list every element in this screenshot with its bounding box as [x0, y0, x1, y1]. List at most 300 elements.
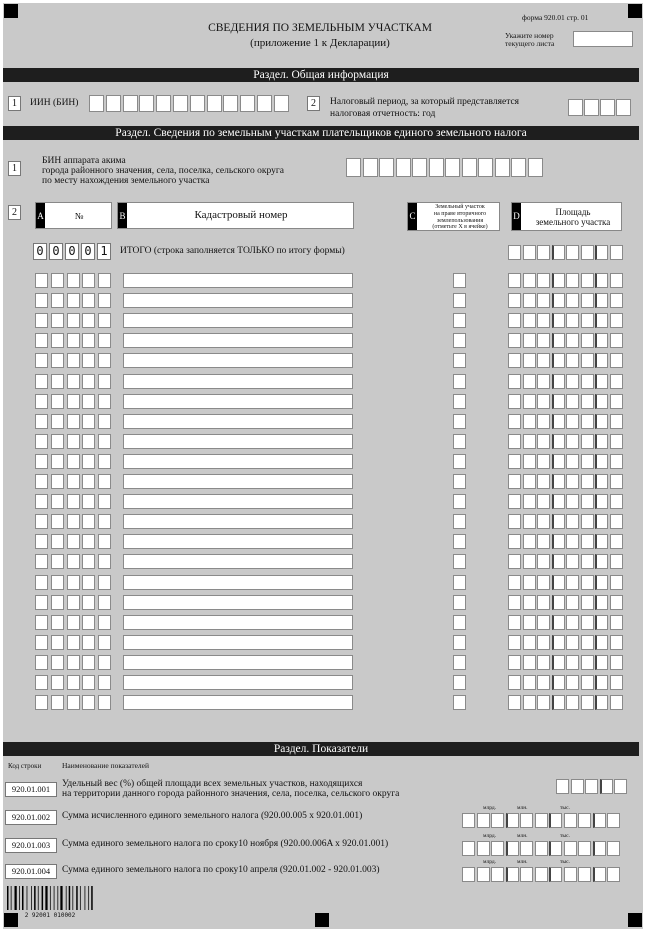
area-digit-cell[interactable]: [581, 675, 594, 690]
area-digit-cell[interactable]: [610, 414, 623, 429]
row-number-digit-cell[interactable]: [98, 595, 111, 610]
area-digit-cell[interactable]: [595, 534, 608, 549]
area-digit-cell[interactable]: [610, 313, 623, 328]
area-digit-cell[interactable]: [537, 333, 550, 348]
cadastral-number-field[interactable]: [123, 554, 353, 569]
iin-bin-digit-cell[interactable]: [257, 95, 272, 112]
area-digit-cell[interactable]: [508, 353, 521, 368]
iin-bin-digit-cell[interactable]: [240, 95, 255, 112]
area-digit-cell[interactable]: [508, 293, 521, 308]
area-digit-cell[interactable]: [552, 333, 565, 348]
cadastral-number-field[interactable]: [123, 394, 353, 409]
row-number-digit-cell[interactable]: [51, 635, 64, 650]
area-digit-cell[interactable]: [552, 454, 565, 469]
tax-year-digit-cell[interactable]: [568, 99, 583, 116]
area-digit-cell[interactable]: [523, 695, 536, 710]
iin-bin-digit-cell[interactable]: [106, 95, 121, 112]
tax-year-digit-cell[interactable]: [584, 99, 599, 116]
area-digit-cell[interactable]: [508, 575, 521, 590]
row-number-digit-cell[interactable]: [98, 635, 111, 650]
iin-bin-digit-cell[interactable]: [274, 95, 289, 112]
area-digit-cell[interactable]: [566, 313, 579, 328]
area-digit-cell[interactable]: [566, 353, 579, 368]
row-number-digit-cell[interactable]: [35, 434, 48, 449]
secondary-use-checkbox[interactable]: [453, 554, 466, 569]
secondary-use-checkbox[interactable]: [453, 615, 466, 630]
area-digit-cell[interactable]: [523, 434, 536, 449]
row-number-digit-cell[interactable]: [51, 514, 64, 529]
row-number-digit-cell[interactable]: [35, 273, 48, 288]
indicator-amount-cell[interactable]: [520, 841, 533, 856]
area-digit-cell[interactable]: [610, 655, 623, 670]
row-number-digit-cell[interactable]: [67, 554, 80, 569]
area-digit-cell[interactable]: [581, 635, 594, 650]
indicator-amount-cell[interactable]: [491, 841, 504, 856]
area-digit-cell[interactable]: [581, 615, 594, 630]
row-number-digit-cell[interactable]: [35, 675, 48, 690]
row-number-digit-cell[interactable]: [67, 474, 80, 489]
area-digit-cell[interactable]: [595, 514, 608, 529]
indicator-percent-cell[interactable]: [571, 779, 584, 794]
indicator-amount-cell[interactable]: [578, 867, 591, 882]
row-number-digit-cell[interactable]: [35, 353, 48, 368]
cadastral-number-field[interactable]: [123, 695, 353, 710]
area-digit-cell[interactable]: [566, 675, 579, 690]
area-digit-cell[interactable]: [581, 414, 594, 429]
row-number-digit-cell[interactable]: [98, 695, 111, 710]
indicator-amount-cell[interactable]: [535, 813, 548, 828]
area-digit-cell[interactable]: [523, 414, 536, 429]
area-digit-cell[interactable]: [581, 595, 594, 610]
row-number-digit-cell[interactable]: [98, 615, 111, 630]
row-number-digit-cell[interactable]: [51, 394, 64, 409]
area-digit-cell[interactable]: [595, 414, 608, 429]
area-digit-cell[interactable]: [508, 394, 521, 409]
row-number-digit-cell[interactable]: [35, 394, 48, 409]
area-digit-cell[interactable]: [566, 474, 579, 489]
row-number-digit-cell[interactable]: [51, 655, 64, 670]
row-number-digit-cell[interactable]: [67, 615, 80, 630]
area-digit-cell[interactable]: [566, 534, 579, 549]
cadastral-number-field[interactable]: [123, 474, 353, 489]
area-digit-cell[interactable]: [537, 394, 550, 409]
area-digit-cell[interactable]: [610, 595, 623, 610]
area-digit-cell[interactable]: [610, 474, 623, 489]
secondary-use-checkbox[interactable]: [453, 494, 466, 509]
area-digit-cell[interactable]: [537, 635, 550, 650]
row-number-digit-cell[interactable]: [67, 414, 80, 429]
area-digit-cell[interactable]: [537, 655, 550, 670]
area-digit-cell[interactable]: [566, 695, 579, 710]
row-number-digit-cell[interactable]: [82, 695, 95, 710]
secondary-use-checkbox[interactable]: [453, 474, 466, 489]
area-digit-cell[interactable]: [581, 434, 594, 449]
indicator-percent-cell[interactable]: [556, 779, 569, 794]
area-digit-cell[interactable]: [610, 494, 623, 509]
area-digit-cell[interactable]: [552, 514, 565, 529]
area-digit-cell[interactable]: [552, 575, 565, 590]
area-digit-cell[interactable]: [523, 374, 536, 389]
area-digit-cell[interactable]: [566, 595, 579, 610]
area-digit-cell[interactable]: [508, 374, 521, 389]
cadastral-number-field[interactable]: [123, 595, 353, 610]
indicator-amount-cell[interactable]: [549, 813, 562, 828]
row-number-digit-cell[interactable]: [35, 615, 48, 630]
cadastral-number-field[interactable]: [123, 374, 353, 389]
area-digit-cell[interactable]: [552, 595, 565, 610]
row-number-digit-cell[interactable]: [67, 494, 80, 509]
row-number-digit-cell[interactable]: [82, 575, 95, 590]
row-number-digit-cell[interactable]: [82, 635, 95, 650]
row-number-digit-cell[interactable]: [67, 313, 80, 328]
row-number-digit-cell[interactable]: [51, 333, 64, 348]
indicator-amount-cell[interactable]: [535, 841, 548, 856]
area-digit-cell[interactable]: [523, 474, 536, 489]
row-number-digit-cell[interactable]: [67, 454, 80, 469]
area-digit-cell[interactable]: [566, 635, 579, 650]
row-number-digit-cell[interactable]: [67, 595, 80, 610]
row-number-digit-cell[interactable]: [51, 353, 64, 368]
area-digit-cell[interactable]: [610, 374, 623, 389]
area-digit-cell[interactable]: [581, 313, 594, 328]
area-digit-cell[interactable]: [523, 554, 536, 569]
row-number-digit-cell[interactable]: [82, 494, 95, 509]
area-digit-cell[interactable]: [566, 394, 579, 409]
akim-bin-digit-cell[interactable]: [346, 158, 361, 177]
area-digit-cell[interactable]: [552, 434, 565, 449]
area-digit-cell[interactable]: [508, 514, 521, 529]
row-number-digit-cell[interactable]: [35, 494, 48, 509]
row-number-digit-cell[interactable]: [35, 655, 48, 670]
area-digit-cell[interactable]: [581, 575, 594, 590]
area-digit-cell[interactable]: [523, 353, 536, 368]
area-digit-cell[interactable]: [508, 454, 521, 469]
area-digit-cell[interactable]: [552, 534, 565, 549]
area-digit-cell[interactable]: [595, 333, 608, 348]
area-digit-cell[interactable]: [581, 454, 594, 469]
secondary-use-checkbox[interactable]: [453, 675, 466, 690]
area-digit-cell[interactable]: [595, 635, 608, 650]
indicator-amount-cell[interactable]: [593, 813, 606, 828]
row-number-digit-cell[interactable]: [82, 655, 95, 670]
secondary-use-checkbox[interactable]: [453, 534, 466, 549]
area-digit-cell[interactable]: [523, 595, 536, 610]
secondary-use-checkbox[interactable]: [453, 434, 466, 449]
total-area-digit-cell[interactable]: [610, 245, 623, 260]
row-number-digit-cell[interactable]: [35, 635, 48, 650]
sheet-number-field[interactable]: [573, 31, 633, 47]
area-digit-cell[interactable]: [581, 655, 594, 670]
row-number-digit-cell[interactable]: [51, 675, 64, 690]
area-digit-cell[interactable]: [537, 434, 550, 449]
indicator-amount-cell[interactable]: [477, 867, 490, 882]
row-number-digit-cell[interactable]: [98, 313, 111, 328]
row-number-digit-cell[interactable]: [82, 374, 95, 389]
akim-bin-digit-cell[interactable]: [478, 158, 493, 177]
row-number-digit-cell[interactable]: [35, 554, 48, 569]
row-number-digit-cell[interactable]: [82, 313, 95, 328]
iin-bin-digit-cell[interactable]: [207, 95, 222, 112]
cadastral-number-field[interactable]: [123, 675, 353, 690]
area-digit-cell[interactable]: [552, 313, 565, 328]
area-digit-cell[interactable]: [508, 635, 521, 650]
area-digit-cell[interactable]: [581, 514, 594, 529]
row-number-digit-cell[interactable]: [67, 394, 80, 409]
area-digit-cell[interactable]: [552, 474, 565, 489]
area-digit-cell[interactable]: [581, 353, 594, 368]
area-digit-cell[interactable]: [508, 333, 521, 348]
area-digit-cell[interactable]: [566, 273, 579, 288]
area-digit-cell[interactable]: [581, 293, 594, 308]
area-digit-cell[interactable]: [508, 554, 521, 569]
area-digit-cell[interactable]: [537, 353, 550, 368]
akim-bin-digit-cell[interactable]: [429, 158, 444, 177]
indicator-amount-cell[interactable]: [564, 867, 577, 882]
area-digit-cell[interactable]: [581, 474, 594, 489]
indicator-amount-cell[interactable]: [520, 813, 533, 828]
area-digit-cell[interactable]: [581, 273, 594, 288]
row-number-digit-cell[interactable]: [98, 575, 111, 590]
area-digit-cell[interactable]: [610, 273, 623, 288]
area-digit-cell[interactable]: [537, 454, 550, 469]
area-digit-cell[interactable]: [610, 514, 623, 529]
indicator-amount-cell[interactable]: [491, 813, 504, 828]
area-digit-cell[interactable]: [523, 394, 536, 409]
akim-bin-digit-cell[interactable]: [462, 158, 477, 177]
area-digit-cell[interactable]: [610, 615, 623, 630]
cadastral-number-field[interactable]: [123, 293, 353, 308]
tax-year-digit-cell[interactable]: [616, 99, 631, 116]
area-digit-cell[interactable]: [595, 313, 608, 328]
area-digit-cell[interactable]: [610, 695, 623, 710]
row-number-digit-cell[interactable]: [82, 474, 95, 489]
area-digit-cell[interactable]: [610, 534, 623, 549]
row-number-digit-cell[interactable]: [98, 454, 111, 469]
area-digit-cell[interactable]: [595, 474, 608, 489]
indicator-amount-cell[interactable]: [607, 813, 620, 828]
indicator-amount-cell[interactable]: [607, 841, 620, 856]
secondary-use-checkbox[interactable]: [453, 414, 466, 429]
row-number-digit-cell[interactable]: [51, 494, 64, 509]
row-number-digit-cell[interactable]: [35, 454, 48, 469]
row-number-digit-cell[interactable]: [35, 474, 48, 489]
row-number-digit-cell[interactable]: [82, 353, 95, 368]
indicator-amount-cell[interactable]: [535, 867, 548, 882]
row-number-digit-cell[interactable]: [35, 695, 48, 710]
row-number-digit-cell[interactable]: [82, 454, 95, 469]
cadastral-number-field[interactable]: [123, 514, 353, 529]
secondary-use-checkbox[interactable]: [453, 514, 466, 529]
area-digit-cell[interactable]: [595, 293, 608, 308]
area-digit-cell[interactable]: [595, 695, 608, 710]
row-number-digit-cell[interactable]: [51, 313, 64, 328]
area-digit-cell[interactable]: [508, 534, 521, 549]
row-number-digit-cell[interactable]: [67, 293, 80, 308]
area-digit-cell[interactable]: [595, 595, 608, 610]
area-digit-cell[interactable]: [552, 615, 565, 630]
area-digit-cell[interactable]: [581, 394, 594, 409]
row-number-digit-cell[interactable]: [35, 595, 48, 610]
area-digit-cell[interactable]: [610, 575, 623, 590]
area-digit-cell[interactable]: [581, 695, 594, 710]
area-digit-cell[interactable]: [552, 374, 565, 389]
area-digit-cell[interactable]: [537, 474, 550, 489]
area-digit-cell[interactable]: [595, 615, 608, 630]
iin-bin-digit-cell[interactable]: [139, 95, 154, 112]
area-digit-cell[interactable]: [610, 293, 623, 308]
area-digit-cell[interactable]: [508, 434, 521, 449]
cadastral-number-field[interactable]: [123, 313, 353, 328]
area-digit-cell[interactable]: [610, 394, 623, 409]
secondary-use-checkbox[interactable]: [453, 655, 466, 670]
row-number-digit-cell[interactable]: [67, 655, 80, 670]
indicator-amount-cell[interactable]: [506, 867, 519, 882]
akim-bin-digit-cell[interactable]: [412, 158, 427, 177]
row-number-digit-cell[interactable]: [82, 514, 95, 529]
akim-bin-digit-cell[interactable]: [495, 158, 510, 177]
area-digit-cell[interactable]: [508, 595, 521, 610]
iin-bin-digit-cell[interactable]: [89, 95, 104, 112]
row-number-digit-cell[interactable]: [82, 414, 95, 429]
area-digit-cell[interactable]: [552, 494, 565, 509]
area-digit-cell[interactable]: [552, 554, 565, 569]
row-number-digit-cell[interactable]: [51, 615, 64, 630]
area-digit-cell[interactable]: [523, 615, 536, 630]
area-digit-cell[interactable]: [537, 414, 550, 429]
area-digit-cell[interactable]: [508, 474, 521, 489]
area-digit-cell[interactable]: [523, 333, 536, 348]
row-number-digit-cell[interactable]: [98, 534, 111, 549]
iin-bin-digit-cell[interactable]: [123, 95, 138, 112]
row-number-digit-cell[interactable]: [82, 675, 95, 690]
area-digit-cell[interactable]: [610, 333, 623, 348]
area-digit-cell[interactable]: [508, 494, 521, 509]
iin-bin-digit-cell[interactable]: [190, 95, 205, 112]
secondary-use-checkbox[interactable]: [453, 575, 466, 590]
indicator-amount-cell[interactable]: [520, 867, 533, 882]
indicator-amount-cell[interactable]: [564, 841, 577, 856]
area-digit-cell[interactable]: [595, 374, 608, 389]
row-number-digit-cell[interactable]: [35, 313, 48, 328]
row-number-digit-cell[interactable]: [98, 474, 111, 489]
row-number-digit-cell[interactable]: [82, 534, 95, 549]
indicator-amount-cell[interactable]: [462, 813, 475, 828]
area-digit-cell[interactable]: [523, 313, 536, 328]
row-number-digit-cell[interactable]: [51, 695, 64, 710]
secondary-use-checkbox[interactable]: [453, 635, 466, 650]
row-number-digit-cell[interactable]: [98, 494, 111, 509]
row-number-digit-cell[interactable]: [98, 333, 111, 348]
indicator-amount-cell[interactable]: [549, 841, 562, 856]
secondary-use-checkbox[interactable]: [453, 273, 466, 288]
row-number-digit-cell[interactable]: [98, 273, 111, 288]
row-number-digit-cell[interactable]: [67, 675, 80, 690]
row-number-digit-cell[interactable]: [51, 414, 64, 429]
indicator-amount-cell[interactable]: [462, 841, 475, 856]
area-digit-cell[interactable]: [537, 514, 550, 529]
area-digit-cell[interactable]: [566, 333, 579, 348]
indicator-amount-cell[interactable]: [607, 867, 620, 882]
area-digit-cell[interactable]: [523, 273, 536, 288]
row-number-digit-cell[interactable]: [67, 514, 80, 529]
total-area-digit-cell[interactable]: [581, 245, 594, 260]
area-digit-cell[interactable]: [566, 655, 579, 670]
row-number-digit-cell[interactable]: [82, 333, 95, 348]
area-digit-cell[interactable]: [552, 695, 565, 710]
area-digit-cell[interactable]: [508, 675, 521, 690]
row-number-digit-cell[interactable]: [82, 554, 95, 569]
area-digit-cell[interactable]: [552, 635, 565, 650]
area-digit-cell[interactable]: [566, 293, 579, 308]
row-number-digit-cell[interactable]: [98, 353, 111, 368]
secondary-use-checkbox[interactable]: [453, 695, 466, 710]
secondary-use-checkbox[interactable]: [453, 454, 466, 469]
row-number-digit-cell[interactable]: [98, 394, 111, 409]
cadastral-number-field[interactable]: [123, 635, 353, 650]
indicator-amount-cell[interactable]: [506, 813, 519, 828]
area-digit-cell[interactable]: [566, 575, 579, 590]
row-number-digit-cell[interactable]: [51, 575, 64, 590]
area-digit-cell[interactable]: [566, 414, 579, 429]
cadastral-number-field[interactable]: [123, 353, 353, 368]
total-area-digit-cell[interactable]: [508, 245, 521, 260]
area-digit-cell[interactable]: [508, 313, 521, 328]
row-number-digit-cell[interactable]: [35, 333, 48, 348]
akim-bin-digit-cell[interactable]: [396, 158, 411, 177]
cadastral-number-field[interactable]: [123, 534, 353, 549]
area-digit-cell[interactable]: [581, 333, 594, 348]
area-digit-cell[interactable]: [552, 655, 565, 670]
area-digit-cell[interactable]: [523, 534, 536, 549]
area-digit-cell[interactable]: [537, 575, 550, 590]
indicator-amount-cell[interactable]: [549, 867, 562, 882]
area-digit-cell[interactable]: [523, 675, 536, 690]
area-digit-cell[interactable]: [581, 494, 594, 509]
secondary-use-checkbox[interactable]: [453, 293, 466, 308]
area-digit-cell[interactable]: [523, 635, 536, 650]
area-digit-cell[interactable]: [610, 675, 623, 690]
row-number-digit-cell[interactable]: [82, 595, 95, 610]
area-digit-cell[interactable]: [595, 675, 608, 690]
area-digit-cell[interactable]: [566, 615, 579, 630]
row-number-digit-cell[interactable]: [82, 434, 95, 449]
area-digit-cell[interactable]: [595, 434, 608, 449]
iin-bin-digit-cell[interactable]: [223, 95, 238, 112]
row-number-digit-cell[interactable]: [82, 293, 95, 308]
indicator-amount-cell[interactable]: [477, 813, 490, 828]
cadastral-number-field[interactable]: [123, 655, 353, 670]
row-number-digit-cell[interactable]: [67, 534, 80, 549]
indicator-percent-cell[interactable]: [614, 779, 627, 794]
row-number-digit-cell[interactable]: [35, 534, 48, 549]
indicator-amount-cell[interactable]: [477, 841, 490, 856]
area-digit-cell[interactable]: [610, 353, 623, 368]
cadastral-number-field[interactable]: [123, 414, 353, 429]
total-area-digit-cell[interactable]: [552, 245, 565, 260]
total-area-digit-cell[interactable]: [523, 245, 536, 260]
secondary-use-checkbox[interactable]: [453, 595, 466, 610]
area-digit-cell[interactable]: [537, 313, 550, 328]
area-digit-cell[interactable]: [537, 494, 550, 509]
total-area-digit-cell[interactable]: [595, 245, 608, 260]
cadastral-number-field[interactable]: [123, 454, 353, 469]
cadastral-number-field[interactable]: [123, 575, 353, 590]
row-number-digit-cell[interactable]: [98, 554, 111, 569]
area-digit-cell[interactable]: [552, 675, 565, 690]
row-number-digit-cell[interactable]: [35, 575, 48, 590]
cadastral-number-field[interactable]: [123, 615, 353, 630]
area-digit-cell[interactable]: [537, 554, 550, 569]
